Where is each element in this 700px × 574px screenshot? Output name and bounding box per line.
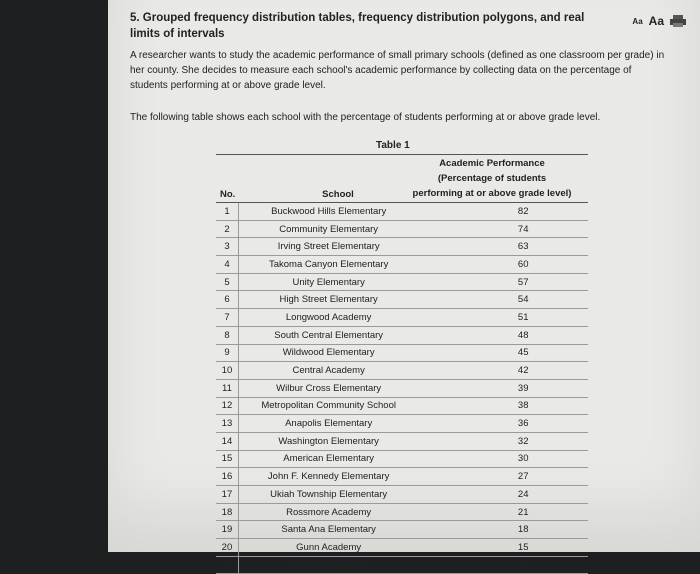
row-performance-value: 18 xyxy=(517,524,529,536)
table-row xyxy=(216,398,588,416)
decrease-text-size-button[interactable]: Aa xyxy=(632,16,643,26)
row-school: Ukiah Township Elementary xyxy=(270,488,388,500)
table-row xyxy=(216,362,588,380)
row-performance-value: 32 xyxy=(517,435,529,447)
column-header-no: No. xyxy=(220,189,236,200)
row-number: 5 xyxy=(216,274,239,291)
row-performance-value: 15 xyxy=(517,541,529,553)
question-title: 5. Grouped frequency distribution tables, frequency distribution polygons, and real limits of intervals xyxy=(130,12,585,40)
row-school: Wildwood Elementary xyxy=(282,347,375,359)
row-performance-value: 51 xyxy=(517,311,529,323)
row-school: Central Academy xyxy=(292,365,365,377)
row-number: 20 xyxy=(216,539,239,556)
column-header-performance xyxy=(392,156,592,201)
performance-header-line-1: Academic Performance xyxy=(439,158,545,169)
table-row xyxy=(216,486,588,504)
row-performance-value: 24 xyxy=(517,488,529,500)
row-number: 21 xyxy=(216,557,239,574)
row-school: South Central Elementary xyxy=(274,329,384,341)
row-school: Metropolitan Community School xyxy=(261,400,396,412)
row-number: 16 xyxy=(216,468,239,485)
row-school: Irving Street Elementary xyxy=(277,241,380,253)
row-performance-value: 48 xyxy=(517,329,529,341)
performance-header-line-3: performing at or above grade level) xyxy=(412,188,572,199)
table-row xyxy=(216,203,588,221)
row-number: 19 xyxy=(216,521,239,538)
table-row xyxy=(216,327,588,345)
row-school: High Street Elementary xyxy=(279,294,378,306)
row-school: Longwood Academy xyxy=(285,311,372,323)
table-row xyxy=(216,256,588,274)
increase-text-size-button[interactable]: Aa xyxy=(648,14,664,28)
column-header-school: School xyxy=(322,189,354,200)
table-row xyxy=(216,521,588,539)
question-header xyxy=(130,10,686,42)
row-performance-value: 39 xyxy=(517,382,529,394)
table-row xyxy=(216,345,588,363)
row-number: 9 xyxy=(216,345,239,362)
intro-paragraph: A researcher wants to study the academic performance of small primary schools (defined as one classroom per grade) in her county. She decides to measure each school's academic performance by collecting data on the percentage of students performing at or above grade level. xyxy=(130,50,665,91)
performance-header-line-2: (Percentage of students xyxy=(437,173,547,184)
row-performance-value: 30 xyxy=(517,453,529,465)
table-row xyxy=(216,539,588,557)
table-row xyxy=(216,221,588,239)
row-school: Gunn Academy xyxy=(296,541,362,553)
row-school: Washington Elementary xyxy=(278,435,379,447)
row-school: Unity Elementary xyxy=(292,276,365,288)
table-lead-paragraph: The following table shows each school with the percentage of students performing at or above grade level. xyxy=(130,112,601,123)
row-number: 4 xyxy=(216,256,239,273)
row-number: 18 xyxy=(216,504,239,521)
row-school: Community Elementary xyxy=(279,223,379,235)
row-number: 15 xyxy=(216,451,239,468)
table-row xyxy=(216,415,588,433)
table-row xyxy=(216,274,588,292)
row-performance-value: 21 xyxy=(517,506,529,518)
row-school: John F. Kennedy Elementary xyxy=(267,471,390,483)
row-number: 3 xyxy=(216,238,239,255)
table-row xyxy=(216,433,588,451)
row-performance-value: 74 xyxy=(517,223,529,235)
table-title: Table 1 xyxy=(376,140,410,151)
row-performance-value: 38 xyxy=(517,400,529,412)
table-body xyxy=(216,203,588,574)
row-school: Buckwood Hills Elementary xyxy=(271,205,387,217)
row-number: 11 xyxy=(216,380,239,397)
table-row xyxy=(216,291,588,309)
text-size-controls xyxy=(632,14,686,28)
row-performance-value: 36 xyxy=(517,418,529,430)
row-school: Anapolis Elementary xyxy=(285,418,373,430)
row-number: 12 xyxy=(216,398,239,415)
row-school: Rossmore Academy xyxy=(286,506,372,518)
table-row xyxy=(216,451,588,469)
row-performance-value: 54 xyxy=(517,294,529,306)
row-performance-value: 82 xyxy=(517,205,529,217)
row-school: Wilbur Cross Elementary xyxy=(276,382,382,394)
row-performance-value: 27 xyxy=(517,471,529,483)
row-school: Santa Ana Elementary xyxy=(281,524,376,536)
document-page xyxy=(108,0,700,571)
row-number: 10 xyxy=(216,362,239,379)
row-school: Takoma Canyon Elementary xyxy=(268,258,389,270)
row-performance-value: 63 xyxy=(517,241,529,253)
row-number: 6 xyxy=(216,291,239,308)
row-school: American Elementary xyxy=(283,453,375,465)
row-number: 14 xyxy=(216,433,239,450)
row-number: 2 xyxy=(216,221,239,238)
print-icon[interactable] xyxy=(670,15,686,27)
row-school: Monroe Elementary xyxy=(287,559,371,571)
table-row xyxy=(216,380,588,398)
row-number: 7 xyxy=(216,309,239,326)
table-row xyxy=(216,557,588,574)
table-row xyxy=(216,504,588,522)
table-top-rule xyxy=(216,154,588,155)
row-number: 17 xyxy=(216,486,239,503)
table-row xyxy=(216,309,588,327)
table-row xyxy=(216,468,588,486)
row-number: 13 xyxy=(216,415,239,432)
row-number: 8 xyxy=(216,327,239,344)
row-performance-value: 12 xyxy=(517,559,529,571)
table-row xyxy=(216,238,588,256)
row-performance-value: 42 xyxy=(517,365,529,377)
row-performance-value: 45 xyxy=(517,347,529,359)
row-number: 1 xyxy=(216,203,239,220)
row-performance-value: 57 xyxy=(517,276,529,288)
row-performance-value: 60 xyxy=(517,258,529,270)
